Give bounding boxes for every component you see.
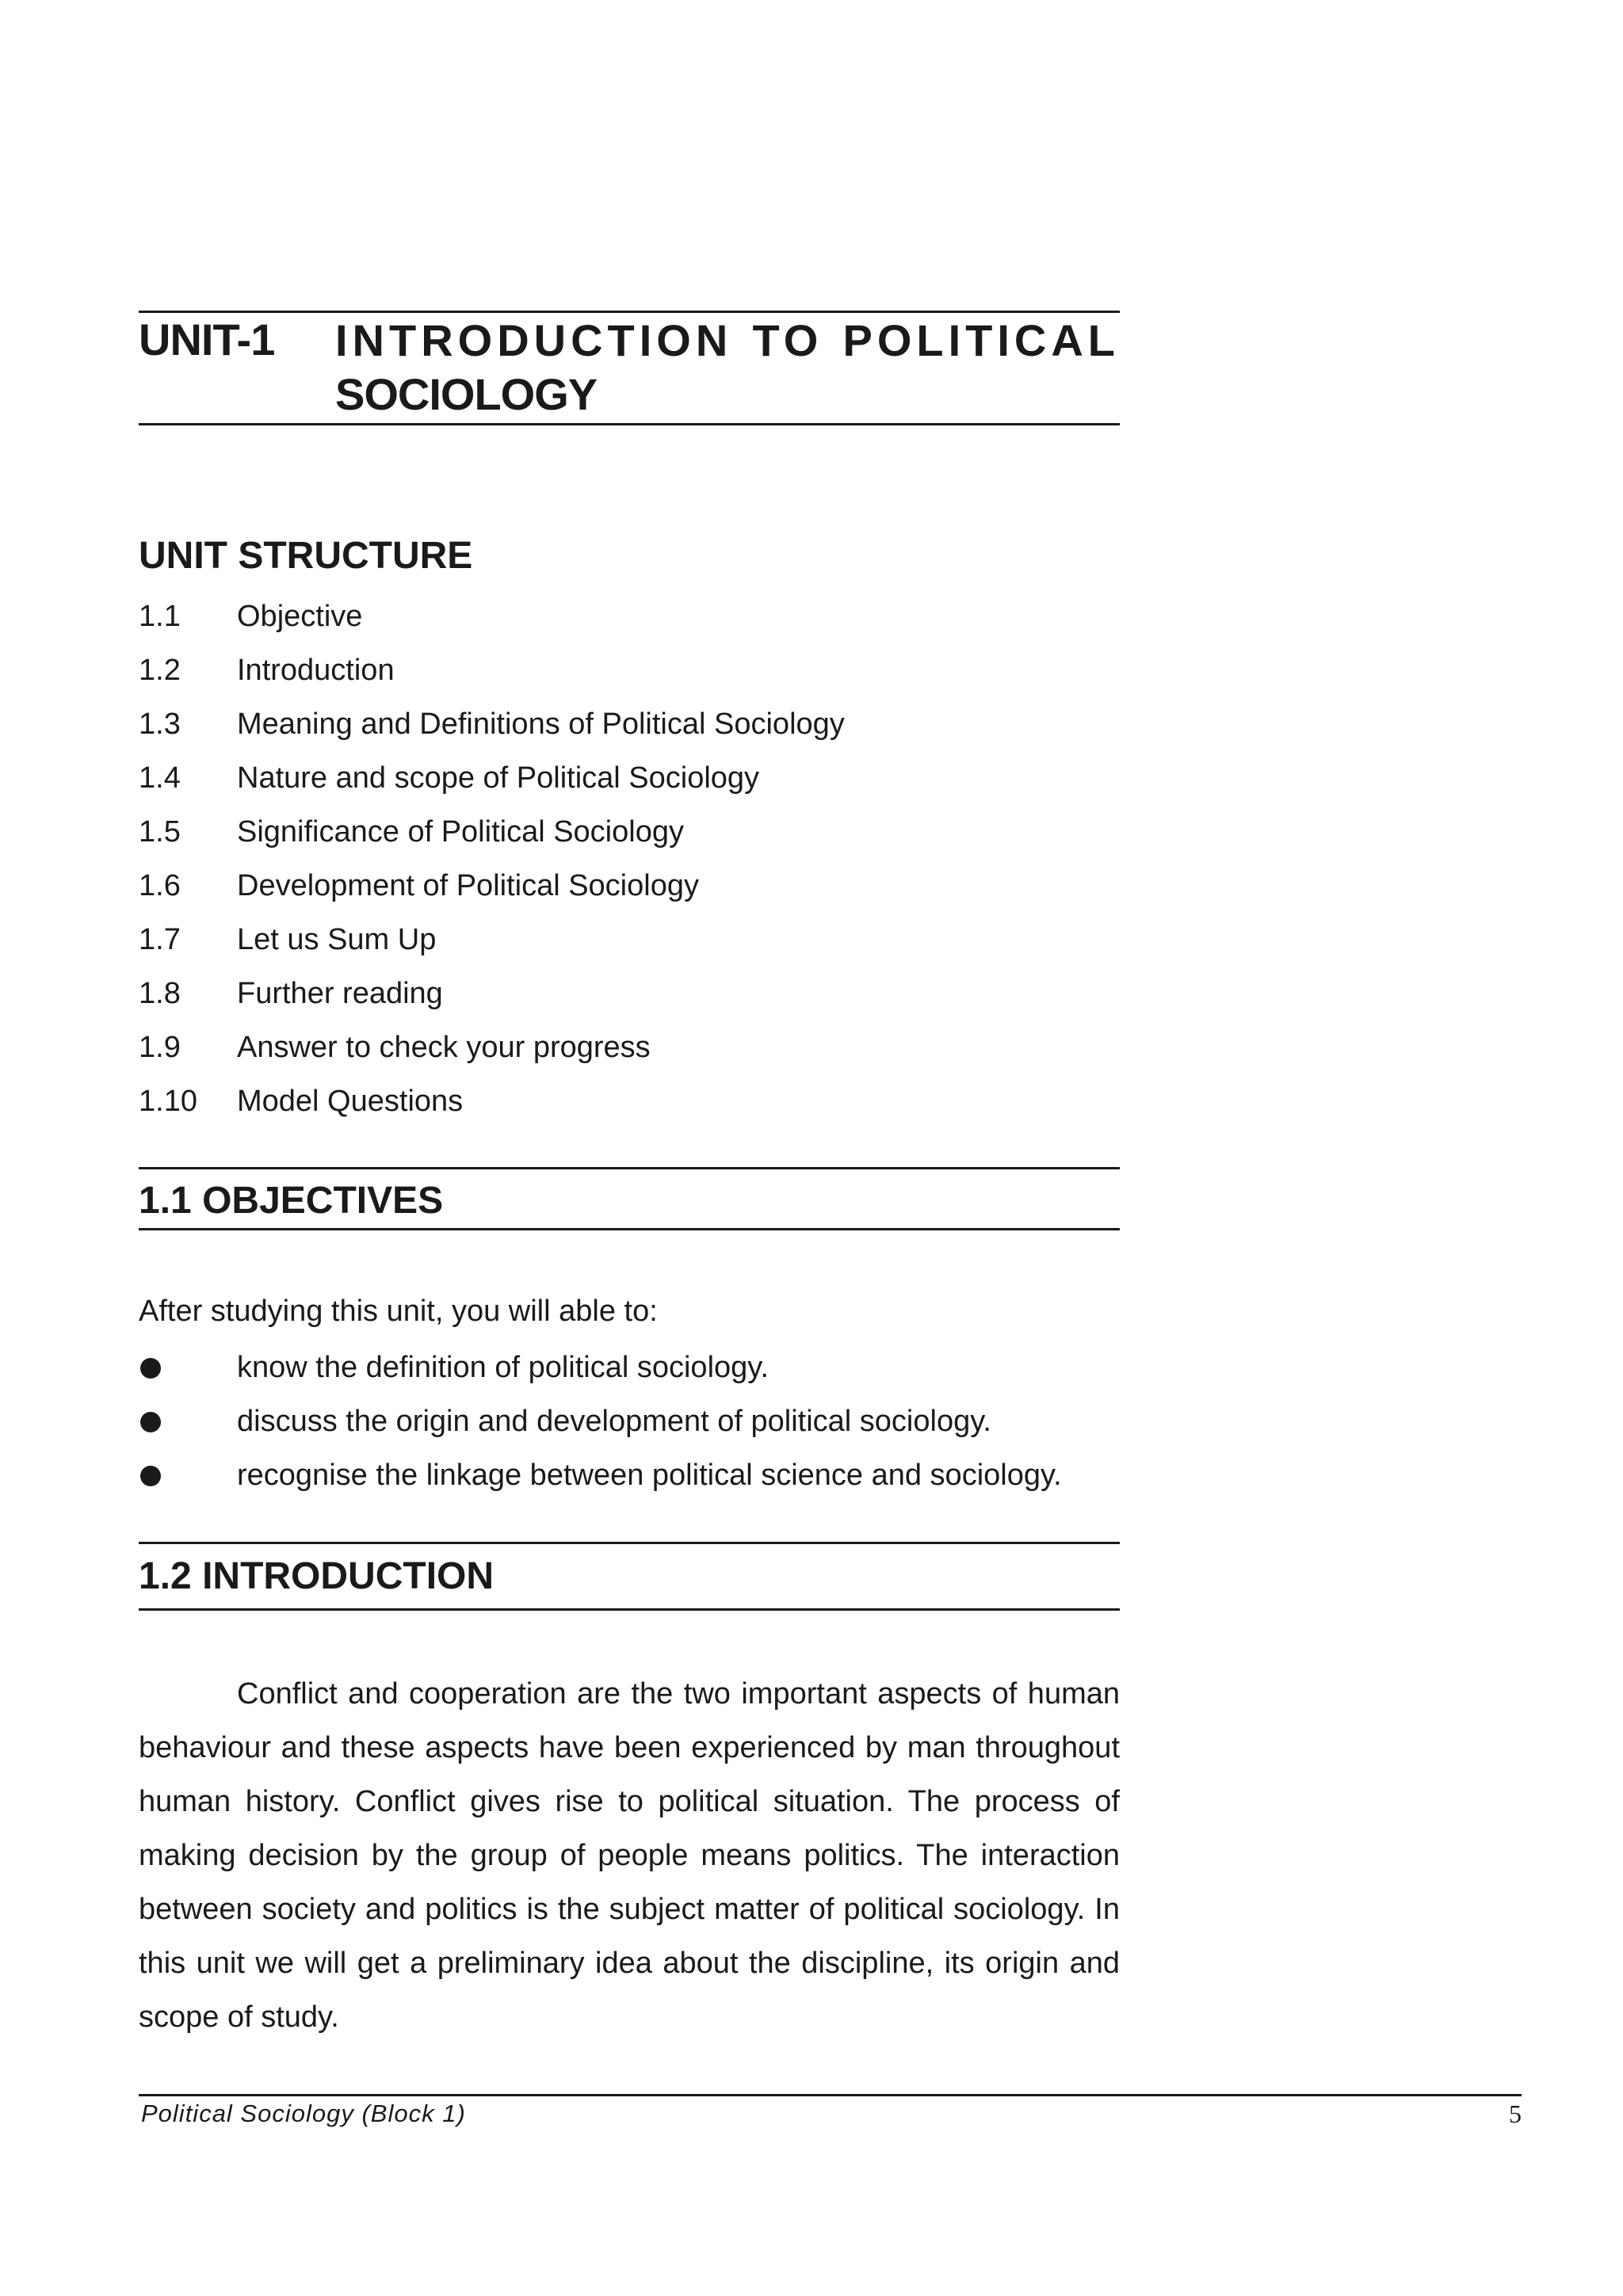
bullet-text: know the definition of political sociology. <box>237 1351 769 1384</box>
item-label: Further reading <box>237 977 443 1010</box>
list-item <box>139 1401 1120 1455</box>
item-number: 1.3 <box>139 707 181 741</box>
item-number: 1.10 <box>139 1085 197 1118</box>
objectives-lead: After studying this unit, you will able to: <box>139 1295 658 1328</box>
item-number: 1.7 <box>139 923 181 956</box>
footer-rule <box>139 2094 1522 2096</box>
unit-title-line-2: SOCIOLOGY <box>335 369 598 419</box>
item-label: Answer to check your progress <box>237 1031 651 1064</box>
item-label: Model Questions <box>237 1085 464 1118</box>
item-label: Objective <box>237 600 363 633</box>
item-label: Development of Political Sociology <box>237 869 699 902</box>
list-item <box>139 650 1120 704</box>
introduction-bottom-rule <box>139 1608 1120 1611</box>
objectives-list <box>139 1347 1120 1508</box>
objectives-top-rule <box>139 1167 1120 1169</box>
unit-structure-list <box>139 596 1120 1135</box>
list-item <box>139 1081 1120 1135</box>
list-item <box>139 865 1120 919</box>
unit-title-block <box>139 311 1120 425</box>
page-number: 5 <box>1509 2100 1522 2128</box>
unit-title-line-1: INTRODUCTION TO POLITICAL <box>335 315 1120 365</box>
item-label: Let us Sum Up <box>237 923 437 956</box>
list-item <box>139 1455 1120 1508</box>
item-label: Meaning and Definitions of Political Sociology <box>237 707 845 741</box>
title-bottom-rule <box>139 423 1120 425</box>
bullet-icon <box>140 1412 161 1432</box>
unit-structure-heading: UNIT STRUCTURE <box>139 535 473 577</box>
bullet-text: discuss the origin and development of political sociology. <box>237 1405 991 1438</box>
item-number: 1.5 <box>139 815 181 849</box>
list-item <box>139 1347 1120 1401</box>
item-number: 1.6 <box>139 869 181 902</box>
item-number: 1.2 <box>139 654 181 687</box>
objectives-bottom-rule <box>139 1228 1120 1230</box>
objectives-heading: 1.1 OBJECTIVES <box>139 1180 444 1222</box>
item-number: 1.1 <box>139 600 181 633</box>
introduction-heading: 1.2 INTRODUCTION <box>139 1555 495 1597</box>
list-item <box>139 1027 1120 1081</box>
item-number: 1.4 <box>139 761 181 795</box>
bullet-icon <box>140 1466 161 1486</box>
footer-book-title: Political Sociology (Block 1) <box>141 2100 466 2127</box>
bullet-icon <box>140 1358 161 1379</box>
introduction-paragraph: Conflict and cooperation are the two important aspects of human behaviour and these aspects have been experienced by man throughout human history. Conflict gives rise to political situation. The process of making decision by the group of people means politics. The interaction between society and politics is the subject matter of political sociology. In this unit we will get a preliminary idea about the discipline, its origin and scope of study. <box>139 1677 1120 2034</box>
bullet-text: recognise the linkage between political science and sociology. <box>237 1459 1062 1492</box>
list-item <box>139 973 1120 1027</box>
list-item <box>139 919 1120 973</box>
item-number: 1.8 <box>139 977 181 1010</box>
list-item <box>139 811 1120 865</box>
unit-label: UNIT-1 <box>139 315 275 364</box>
unit-title <box>335 314 1120 421</box>
introduction-top-rule <box>139 1542 1120 1544</box>
item-label: Significance of Political Sociology <box>237 815 684 849</box>
list-item <box>139 757 1120 811</box>
item-label: Nature and scope of Political Sociology <box>237 761 760 795</box>
list-item <box>139 596 1120 650</box>
list-item <box>139 704 1120 757</box>
item-label: Introduction <box>237 654 395 687</box>
item-number: 1.9 <box>139 1031 181 1064</box>
